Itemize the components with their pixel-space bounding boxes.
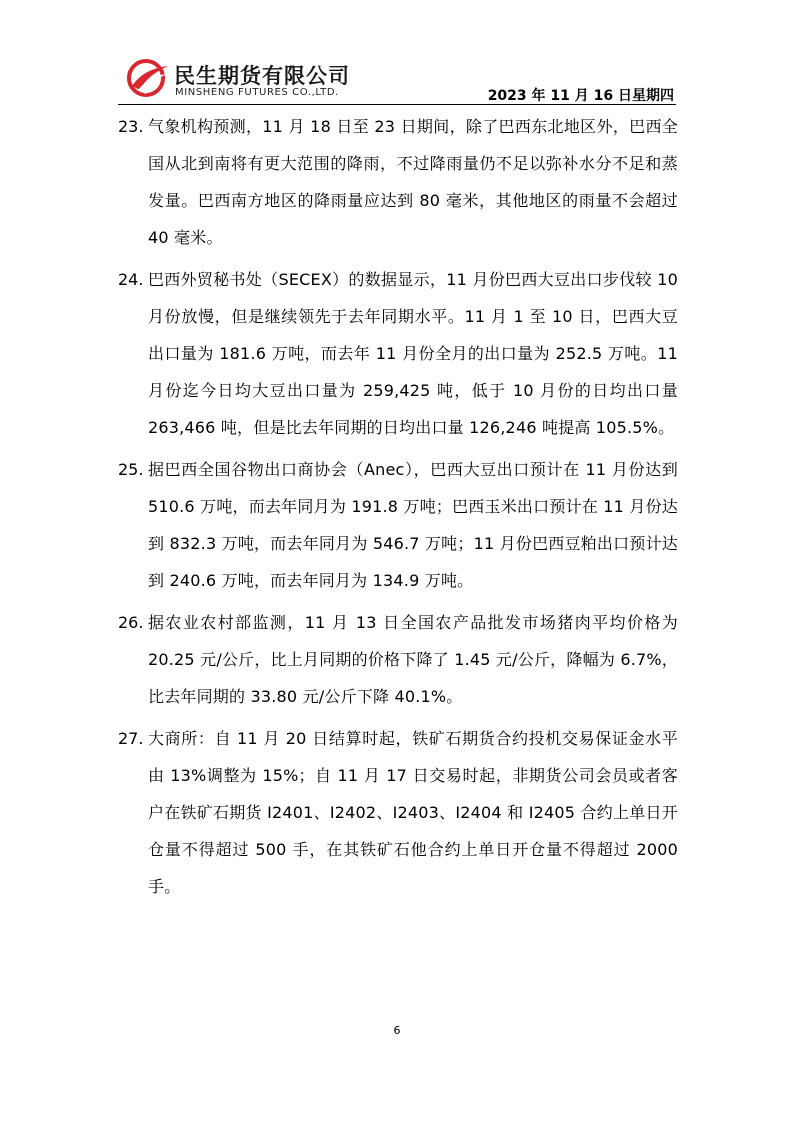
minsheng-logo-icon — [126, 56, 170, 100]
item-text: 据农业农村部监测，11 月 13 日全国农产品批发市场猪肉平均价格为 20.25 元/公斤，比上月同期的价格下降了 1.45 元/公斤，降幅为 6.7%，比去年同期的 33.80 元/公斤下降 40.1%。 — [148, 613, 678, 706]
item-text: 气象机构预测，11 月 18 日至 23 日期间，除了巴西东北地区外，巴西全国从北到南将有更大范围的降雨，不过降雨量仍不足以弥补水分不足和蒸发量。巴西南方地区的降雨量应达到 80 毫米，其他地区的雨量不会超过 40 毫米。 — [148, 117, 678, 247]
item-text: 据巴西全国谷物出口商协会（Anec），巴西大豆出口预计在 11 月份达到 510.6 万吨，而去年同月为 191.8 万吨；巴西玉米出口预计在 11 月份达到 832.3 万吨，而去年同月为 546.7 万吨；11 月份巴西豆粕出口预计达到 240.6 万吨，而去年同月为 134.9 万吨。 — [148, 460, 678, 590]
item-number: 24. — [118, 270, 144, 289]
page-header — [118, 50, 676, 106]
report-date: 2023 年 11 月 16 日星期四 — [487, 88, 674, 104]
item-number: 27. — [118, 729, 144, 748]
item-number: 26. — [118, 613, 144, 632]
news-item-25 — [118, 451, 678, 599]
company-name-cn: 民生期货有限公司 — [174, 64, 350, 88]
news-list — [118, 108, 678, 910]
company-logo — [126, 56, 366, 100]
item-text: 大商所：自 11 月 20 日结算时起，铁矿石期货合约投机交易保证金水平由 13%调整为 15%；自 11 月 17 日交易时起，非期货公司会员或者客户在铁矿石期货 I2401、I2402、I2403、I2404 和 I2405 合约上单日开仓量不得超过 500 手，在其铁矿石他合约上单日开仓量不得超过 2000 手。 — [148, 729, 678, 896]
item-number: 25. — [118, 460, 144, 479]
page-number: 6 — [393, 1024, 401, 1037]
news-item-26 — [118, 604, 678, 715]
news-item-24 — [118, 261, 678, 446]
header-divider — [118, 104, 676, 105]
item-number: 23. — [118, 117, 144, 136]
item-text: 巴西外贸秘书处（SECEX）的数据显示，11 月份巴西大豆出口步伐较 10 月份放慢，但是继续领先于去年同期水平。11 月 1 至 10 日，巴西大豆出口量为 181.6 万吨，而去年 11 月份全月的出口量为 252.5 万吨。11 月份迄今日均大豆出口量为 259,425 吨，低于 10 月份的日均出口量 263,466 吨，但是比去年同期的日均出口量 126,246 吨提高 105.5%。 — [148, 270, 678, 437]
news-item-27 — [118, 720, 678, 905]
news-item-23 — [118, 108, 678, 256]
company-name-en: MINSHENG FUTURES CO.,LTD. — [175, 87, 339, 98]
